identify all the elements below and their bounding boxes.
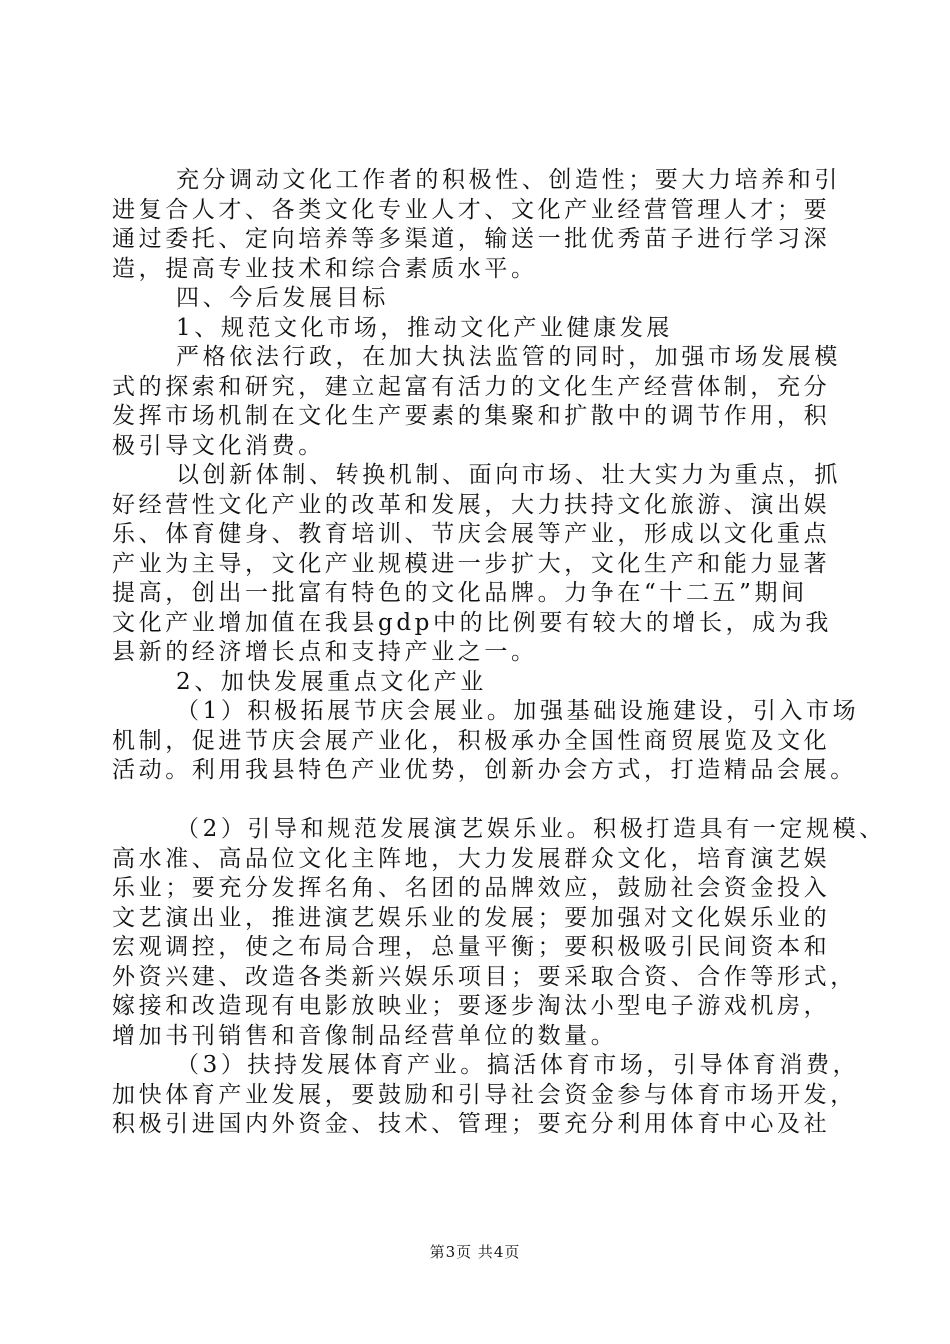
blank-line — [112, 786, 842, 816]
page-footer: 第3页 共4页 — [429, 1243, 521, 1261]
text-line: 文艺演出业，推进演艺娱乐业的发展；要加强对文化娱乐业的 — [112, 904, 831, 931]
text-line: 乐、体育健身、教育培训、节庆会展等产业，形成以文化重点 — [112, 521, 831, 547]
text-line: 以创新体制、转换机制、面向市场、壮大实力为重点，抓 — [176, 462, 841, 488]
section-heading: 四、今后发展目标 — [176, 285, 389, 311]
text-line: （3）扶持发展体育产业。搞活体育市场，引导体育消费， — [176, 1052, 860, 1078]
text-line: 外资兴建、改造各类新兴娱乐项目；要采取合资、合作等形式， — [112, 963, 857, 990]
text-line: 嫁接和改造现有电影放映业；要逐步淘汰小型电子游戏机房， — [112, 993, 831, 1019]
text-line: 好经营性文化产业的改革和发展，大力扶持文化旅游、演出娱 — [112, 491, 831, 518]
text-line: （2）引导和规范发展演艺娱乐业。积极打造具有一定规模、 — [176, 816, 886, 842]
text-line: 增加书刊销售和音像制品经营单位的数量。 — [112, 1022, 618, 1049]
text-line: 进复合人才、各类文化专业人才、文化产业经营管理人才；要 — [112, 196, 831, 223]
text-line: 充分调动文化工作者的积极性、创造性；要大力培养和引 — [176, 167, 841, 193]
text-line: 式的探索和研究，建立起富有活力的文化生产经营体制，充分 — [112, 373, 831, 400]
text-line: 产业为主导，文化产业规模进一步扩大，文化生产和能力显著 — [112, 550, 831, 577]
text-line: 积极引进国内外资金、技术、管理；要充分利用体育中心及社 — [112, 1111, 831, 1137]
text-line: 提高，创出一批富有特色的文化品牌。力争在“十二五”期间 — [112, 580, 808, 606]
text-line: 文化产业增加值在我县gdp中的比例要有较大的增长，成为我 — [112, 609, 832, 636]
text-line: 发挥市场机制在文化生产要素的集聚和扩散中的调节作用，积 — [112, 403, 831, 429]
text-line: 乐业；要充分发挥名角、名团的品牌效应，鼓励社会资金投入 — [112, 875, 831, 901]
text-line: 活动。利用我县特色产业优势，创新办会方式，打造精品会展。 — [112, 757, 857, 783]
text-line: 严格依法行政，在加大执法监管的同时，加强市场发展模 — [176, 344, 841, 370]
text-line: 通过委托、定向培养等多渠道，输送一批优秀苗子进行学习深 — [112, 226, 831, 252]
text-line: 加快体育产业发展，要鼓励和引导社会资金参与体育市场开发， — [112, 1081, 857, 1108]
text-line: 造，提高专业技术和综合素质水平。 — [112, 255, 538, 282]
text-line: （1）积极拓展节庆会展业。加强基础设施建设，引入市场 — [176, 698, 860, 724]
text-line: 高水准、高品位文化主阵地，大力发展群众文化，培育演艺娱 — [112, 845, 831, 872]
text-line: 县新的经济增长点和支持产业之一。 — [112, 639, 538, 665]
subsection-heading: 2、加快发展重点文化产业 — [176, 668, 487, 695]
document-body — [112, 166, 886, 1140]
text-line: 机制，促进节庆会展产业化，积极承办全国性商贸展览及文化 — [112, 727, 831, 754]
text-line: 宏观调控，使之布局合理，总量平衡；要积极吸引民间资本和 — [112, 934, 831, 960]
subsection-heading: 1、规范文化市场，推动文化产业健康发展 — [176, 314, 674, 341]
text-line: 极引导文化消费。 — [112, 432, 325, 459]
